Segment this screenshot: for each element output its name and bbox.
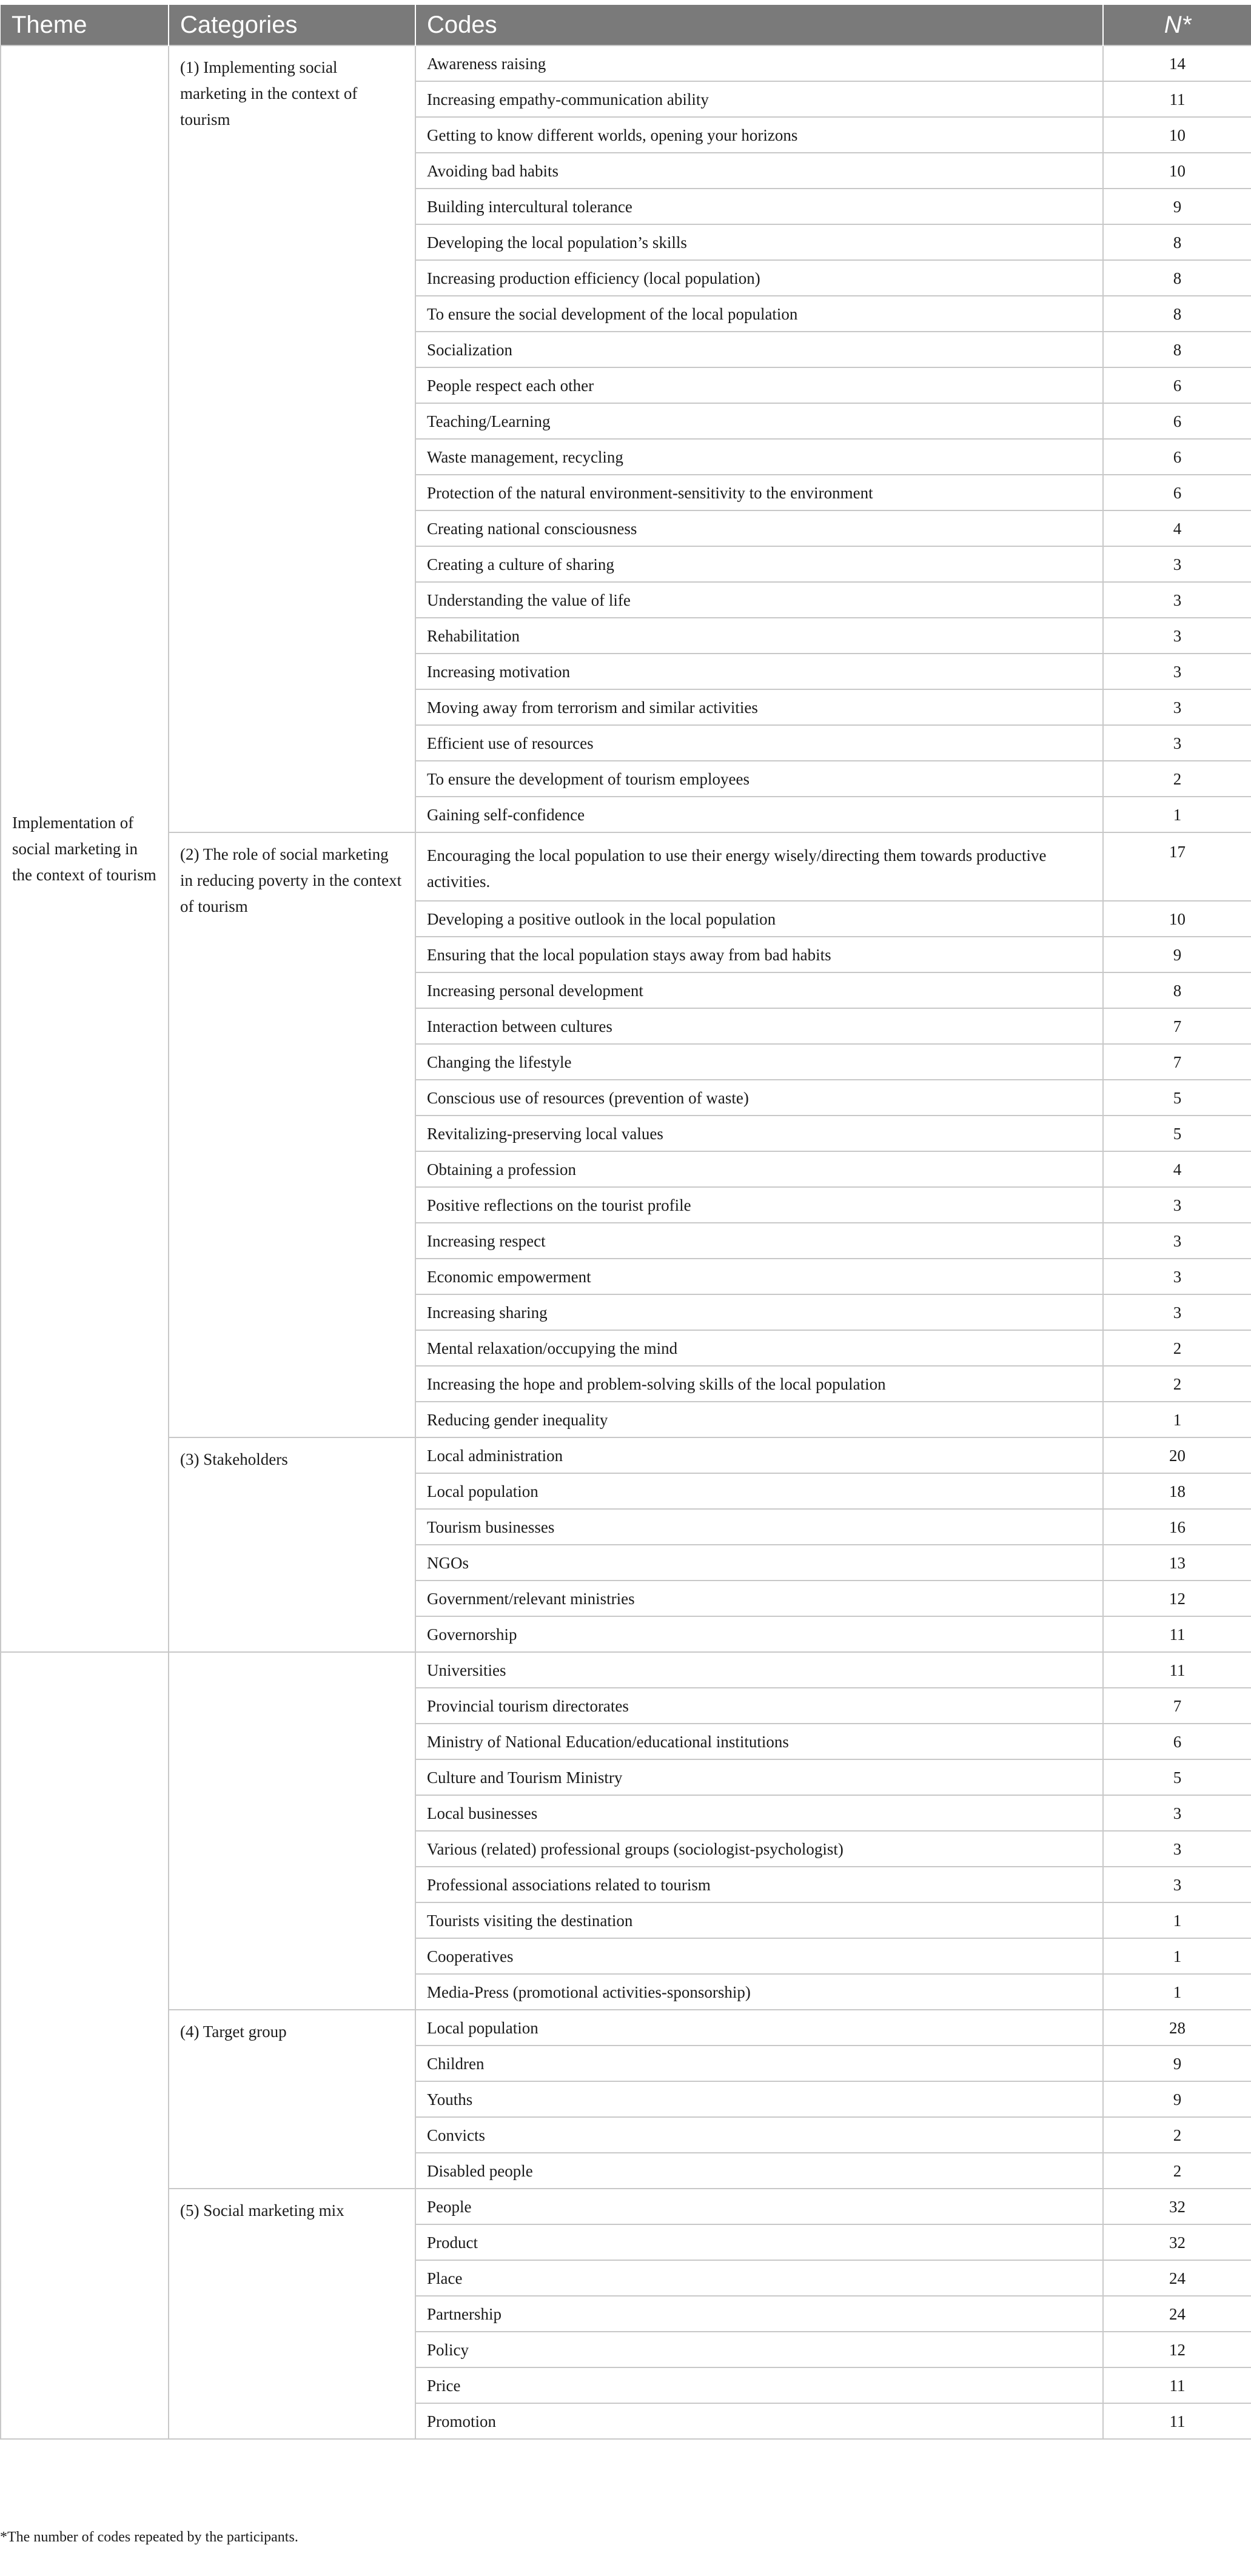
count-cell: 17 [1103,832,1251,901]
header-row [1,5,1251,45]
header-theme: Theme [1,5,169,45]
code-cell: Governorship [415,1616,1103,1652]
code-cell: Product [415,2224,1103,2260]
count-cell: 1 [1103,1402,1251,1437]
code-cell: Local population [415,2010,1103,2046]
code-cell: Tourists visiting the destination [415,1902,1103,1938]
code-cell: Tourism businesses [415,1509,1103,1545]
table-body [1,45,1251,2439]
code-cell: Increasing the hope and problem-solving skills of the local population [415,1366,1103,1402]
count-cell: 3 [1103,1867,1251,1902]
code-cell: Developing the local population’s skills [415,224,1103,260]
count-cell: 8 [1103,972,1251,1008]
code-cell: Avoiding bad habits [415,153,1103,189]
count-cell: 8 [1103,224,1251,260]
count-cell: 6 [1103,1724,1251,1759]
count-cell: 20 [1103,1437,1251,1473]
header-categories: Categories [169,5,415,45]
code-cell: Children [415,2046,1103,2081]
count-cell: 3 [1103,1795,1251,1831]
code-cell: Mental relaxation/occupying the mind [415,1330,1103,1366]
count-cell: 11 [1103,1616,1251,1652]
count-cell: 3 [1103,689,1251,725]
code-cell: Revitalizing-preserving local values [415,1116,1103,1151]
count-cell: 4 [1103,1151,1251,1187]
code-cell: Positive reflections on the tourist profile [415,1187,1103,1223]
theme-cell: Implementation of social marketing in the context of tourism [1,45,169,1652]
code-cell: Understanding the value of life [415,582,1103,618]
code-cell: Universities [415,1652,1103,1688]
category-cell: (3) Stakeholders [169,1437,415,1652]
code-cell: Economic empowerment [415,1259,1103,1294]
code-cell: Obtaining a profession [415,1151,1103,1187]
code-cell: Awareness raising [415,45,1103,81]
count-cell: 6 [1103,439,1251,475]
code-cell: To ensure the social development of the local population [415,296,1103,332]
code-cell: Efficient use of resources [415,725,1103,761]
table-row [1,1437,1251,1473]
code-cell: Developing a positive outlook in the local population [415,901,1103,937]
count-cell: 3 [1103,1294,1251,1330]
count-cell: 3 [1103,1187,1251,1223]
code-cell: Increasing motivation [415,654,1103,689]
code-cell: Cooperatives [415,1938,1103,1974]
count-cell: 7 [1103,1044,1251,1080]
count-cell: 9 [1103,2046,1251,2081]
table-row [1,832,1251,901]
count-cell: 9 [1103,189,1251,224]
code-cell: Various (related) professional groups (sociologist-psychologist) [415,1831,1103,1867]
count-cell: 6 [1103,403,1251,439]
table-row [1,2010,1251,2046]
count-cell: 10 [1103,117,1251,153]
count-cell: 2 [1103,2153,1251,2189]
count-cell: 5 [1103,1759,1251,1795]
code-cell: Creating a culture of sharing [415,546,1103,582]
count-cell: 11 [1103,1652,1251,1688]
code-cell: Place [415,2260,1103,2296]
count-cell: 2 [1103,1366,1251,1402]
code-cell: Convicts [415,2117,1103,2153]
code-cell: Socialization [415,332,1103,367]
header-codes: Codes [415,5,1103,45]
count-cell: 13 [1103,1545,1251,1581]
code-cell: Increasing production efficiency (local population) [415,260,1103,296]
code-cell: Promotion [415,2403,1103,2439]
count-cell: 4 [1103,510,1251,546]
code-cell: Increasing personal development [415,972,1103,1008]
code-cell: Local businesses [415,1795,1103,1831]
code-cell: Interaction between cultures [415,1008,1103,1044]
code-cell: Increasing sharing [415,1294,1103,1330]
category-cell: (4) Target group [169,2010,415,2189]
count-cell: 12 [1103,1581,1251,1616]
count-cell: 9 [1103,2081,1251,2117]
count-cell: 3 [1103,546,1251,582]
code-cell: Provincial tourism directorates [415,1688,1103,1724]
count-cell: 3 [1103,1223,1251,1259]
count-cell: 10 [1103,153,1251,189]
count-cell: 32 [1103,2224,1251,2260]
count-cell: 2 [1103,1330,1251,1366]
count-cell: 8 [1103,260,1251,296]
count-cell: 2 [1103,761,1251,797]
code-cell: Local population [415,1473,1103,1509]
code-cell: Policy [415,2332,1103,2367]
table-row [1,1652,1251,1688]
code-cell: Building intercultural tolerance [415,189,1103,224]
table-row [1,2189,1251,2224]
code-cell: Youths [415,2081,1103,2117]
count-cell: 1 [1103,1938,1251,1974]
count-cell: 6 [1103,367,1251,403]
count-cell: 1 [1103,1902,1251,1938]
count-cell: 11 [1103,2367,1251,2403]
code-cell: Professional associations related to tourism [415,1867,1103,1902]
count-cell: 3 [1103,582,1251,618]
table-row [1,45,1251,81]
code-cell: Encouraging the local population to use their energy wisely/directing them towards productive activities. [415,832,1103,901]
code-cell: Moving away from terrorism and similar activities [415,689,1103,725]
category-cell: (5) Social marketing mix [169,2189,415,2439]
code-cell: Government/relevant ministries [415,1581,1103,1616]
count-cell: 2 [1103,2117,1251,2153]
count-cell: 32 [1103,2189,1251,2224]
code-cell: Partnership [415,2296,1103,2332]
code-cell: Protection of the natural environment-sensitivity to the environment [415,475,1103,510]
code-cell: Increasing respect [415,1223,1103,1259]
count-cell: 24 [1103,2296,1251,2332]
code-cell: To ensure the development of tourism employees [415,761,1103,797]
count-cell: 28 [1103,2010,1251,2046]
count-cell: 18 [1103,1473,1251,1509]
count-cell: 7 [1103,1688,1251,1724]
code-cell: Teaching/Learning [415,403,1103,439]
code-cell: Local administration [415,1437,1103,1473]
category-cell: (2) The role of social marketing in reducing poverty in the context of tourism [169,832,415,1437]
code-cell: Conscious use of resources (prevention of waste) [415,1080,1103,1116]
category-cell: (1) Implementing social marketing in the context of tourism [169,45,415,832]
code-cell: Gaining self-confidence [415,797,1103,832]
code-cell: Increasing empathy-communication ability [415,81,1103,117]
code-cell: Changing the lifestyle [415,1044,1103,1080]
count-cell: 1 [1103,797,1251,832]
code-cell: Waste management, recycling [415,439,1103,475]
count-cell: 24 [1103,2260,1251,2296]
code-cell: People respect each other [415,367,1103,403]
theme-cell-continued [1,1652,169,2439]
count-cell: 3 [1103,1259,1251,1294]
code-cell: Ensuring that the local population stays away from bad habits [415,937,1103,972]
code-cell: People [415,2189,1103,2224]
count-cell: 8 [1103,296,1251,332]
count-cell: 5 [1103,1080,1251,1116]
count-cell: 7 [1103,1008,1251,1044]
count-cell: 12 [1103,2332,1251,2367]
code-cell: NGOs [415,1545,1103,1581]
code-cell: Creating national consciousness [415,510,1103,546]
count-cell: 11 [1103,81,1251,117]
count-cell: 6 [1103,475,1251,510]
code-cell: Price [415,2367,1103,2403]
count-cell: 1 [1103,1974,1251,2010]
code-cell: Culture and Tourism Ministry [415,1759,1103,1795]
count-cell: 16 [1103,1509,1251,1545]
code-cell: Getting to know different worlds, opening your horizons [415,117,1103,153]
count-cell: 3 [1103,618,1251,654]
table-container [0,5,1251,2440]
codes-table [0,5,1251,2440]
count-cell: 11 [1103,2403,1251,2439]
table-footnote: *The number of codes repeated by the participants. [0,2529,298,2545]
count-cell: 5 [1103,1116,1251,1151]
count-cell: 9 [1103,937,1251,972]
count-cell: 8 [1103,332,1251,367]
count-cell: 14 [1103,45,1251,81]
count-cell: 3 [1103,1831,1251,1867]
count-cell: 3 [1103,654,1251,689]
code-cell: Media-Press (promotional activities-sponsorship) [415,1974,1103,2010]
header-n: N* [1103,5,1251,45]
code-cell: Rehabilitation [415,618,1103,654]
category-cell-continued [169,1652,415,2010]
count-cell: 3 [1103,725,1251,761]
count-cell: 10 [1103,901,1251,937]
code-cell: Ministry of National Education/educational institutions [415,1724,1103,1759]
code-cell: Disabled people [415,2153,1103,2189]
code-cell: Reducing gender inequality [415,1402,1103,1437]
